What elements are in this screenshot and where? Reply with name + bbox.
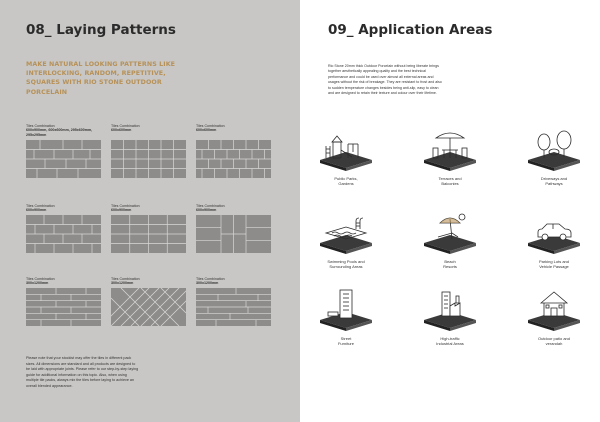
area-label: Parking Lots and Vehicle Passage [538, 259, 570, 270]
pattern-size: 300x1200mm [111, 281, 134, 286]
pattern-basketweave-swatch [196, 215, 271, 253]
area-street [311, 284, 381, 346]
pattern-label: Tiles Combination [196, 277, 225, 281]
pattern-size: 600x600mm [196, 128, 217, 133]
house-icon [526, 284, 582, 332]
terrace-icon [422, 124, 478, 172]
area-label: Beach Resorts [443, 259, 457, 270]
pattern-brick-square [196, 124, 271, 133]
laying-note: Please note that your stockist may offer the tiles in different pack sizes. All dimensions are standard and all products are designed to be laid with appropriate joints. Please refer to our step-by-step laying guide for additional information on this topic. Also, when using multiple tile packs, always mix the tiles before laying to achieve an overall blended appearance. [26, 356, 139, 388]
area-label: Driveways and Pathways [540, 176, 568, 187]
building-icon [318, 284, 374, 332]
area-label: Terraces and Balconies [438, 176, 462, 187]
area-terraces [415, 124, 485, 186]
pattern-straight [111, 204, 186, 213]
pattern-plank-staggered-swatch [26, 288, 101, 326]
pattern-label: Tiles Combination [26, 124, 55, 128]
pattern-plank-random [196, 277, 271, 286]
pattern-staggered-swatch [26, 215, 101, 253]
application-areas-page [300, 0, 600, 422]
pattern-size: 600x900mm, 600x600mm, 295x600mm, 295x295mm [26, 128, 93, 137]
area-industrial [415, 284, 485, 346]
pattern-plank-random-swatch [196, 288, 271, 326]
beach-icon [422, 207, 478, 255]
area-label: Swimming Pools and Surrounding Areas [327, 259, 365, 270]
pattern-brick-square-swatch [196, 140, 271, 178]
pattern-label: Tiles Combination [196, 124, 225, 128]
application-intro: Rio Stone 20mm thick Outdoor Porcelain without being liberate brings together aesthetically appealing quality and the best technical performance and could be used over almost all external areas and usages without the risk of breakage. They are resistant to frost and also to sudden temperature changes besides being anti-slip, easy to clean and are designed to retain their texture and colour over their lifetime. [328, 64, 442, 96]
laying-patterns-lead: MAKE NATURAL LOOKING PATTERNS LIKE INTERLOCKING, RANDOM, REPETITIVE, SQUARES WITH RIO STONE OUTDOOR PORCELAIN [26, 61, 176, 96]
pattern-grid-swatch [111, 140, 186, 178]
pattern-plank-staggered [26, 277, 101, 286]
pattern-size: 300x1200mm [196, 281, 219, 286]
area-pools [311, 207, 381, 269]
laying-patterns-title: 08_ Laying Patterns [26, 22, 176, 38]
pattern-grid [111, 124, 186, 133]
pattern-label: Tiles Combination [196, 204, 225, 208]
pattern-size: 600x600mm [111, 128, 132, 133]
pattern-label: Tiles Combination [111, 277, 140, 281]
pattern-size: 600x900mm [111, 208, 132, 213]
playground-icon [318, 124, 374, 172]
pattern-herringbone [111, 277, 186, 286]
pool-icon [318, 207, 374, 255]
pattern-staggered [26, 204, 101, 213]
area-patio [519, 284, 589, 346]
factory-icon [422, 284, 478, 332]
area-driveways [519, 124, 589, 186]
pattern-straight-swatch [111, 215, 186, 253]
area-label: Outdoor patio and verandah [537, 336, 571, 347]
area-public-parks [311, 124, 381, 186]
application-areas-title: 09_ Application Areas [328, 22, 493, 38]
pattern-size: 300x1200mm [26, 281, 49, 286]
pattern-label: Tiles Combination [26, 277, 55, 281]
pattern-mixed [26, 124, 101, 137]
pattern-size: 600x900mm [196, 208, 217, 213]
pattern-label: Tiles Combination [111, 204, 140, 208]
trees-icon [526, 124, 582, 172]
pattern-label: Tiles Combination [111, 124, 140, 128]
pattern-size: 600x900mm [26, 208, 47, 213]
area-label: High-traffic Industrial Areas [436, 336, 464, 347]
area-parking [519, 207, 589, 269]
area-beach [415, 207, 485, 269]
pattern-label: Tiles Combination [26, 204, 55, 208]
pattern-herringbone-swatch [111, 288, 186, 326]
pattern-basketweave [196, 204, 271, 213]
car-icon [526, 207, 582, 255]
area-label: Street Furniture [337, 336, 354, 347]
pattern-mixed-swatch [26, 140, 101, 178]
area-label: Public Parks, Gardens [334, 176, 358, 187]
